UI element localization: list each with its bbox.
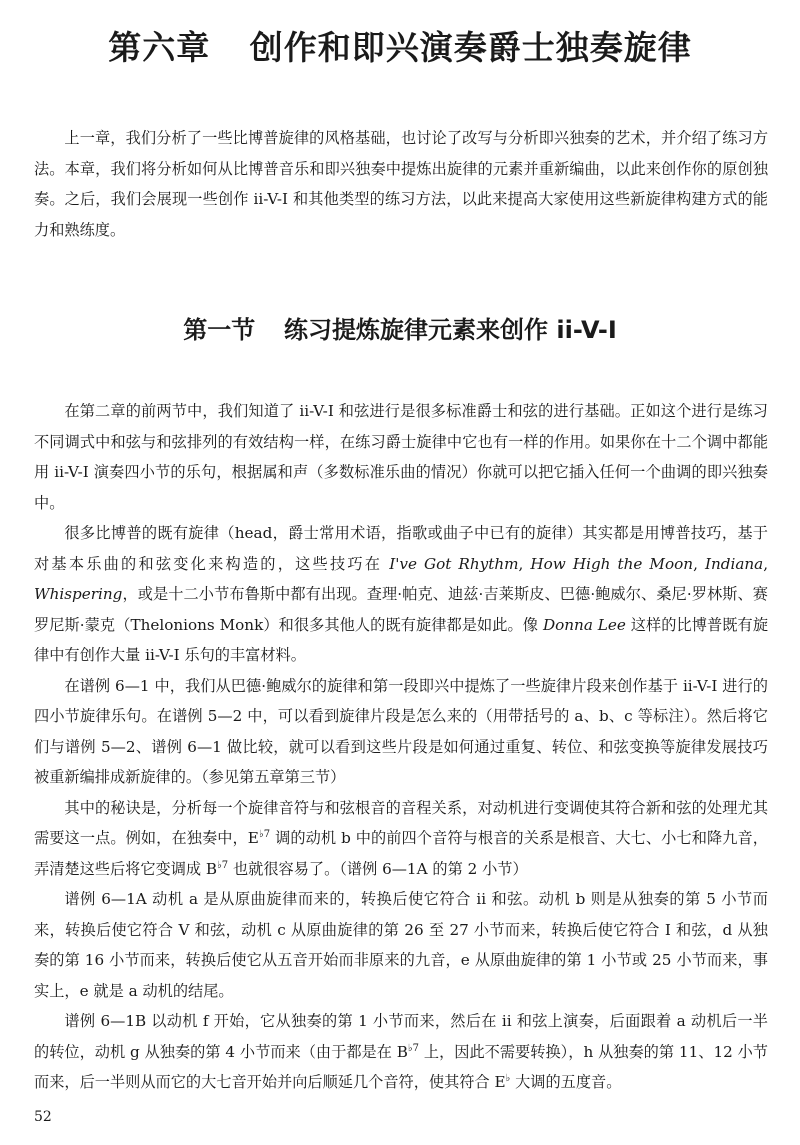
paragraph-4 xyxy=(34,793,768,885)
section-title xyxy=(0,310,800,345)
p4-text-b: 调的动机 b 中的前四个音符与根音的关系是根音、大七、小七和降九音，弄清楚这些后将它变调成 B xyxy=(34,829,768,878)
song-title-2: How High the Moon xyxy=(530,554,694,573)
song-title-1: I've Got Rhythm xyxy=(389,554,519,573)
song-title-5: Donna Lee xyxy=(542,615,626,634)
p4-text-a: 其中的秘诀是，分析每一个旋律音符与和弦根音的音程关系，对动机进行变调使其符合新和弦的处理尤其需要这一点。例如，在独奏中，E xyxy=(34,798,768,847)
chapter-number: 第六章 xyxy=(108,28,211,67)
flat-mark: ♭ xyxy=(505,1072,511,1084)
paragraph-6 xyxy=(34,1006,768,1098)
p2-text-a: 很多比博普的既有旋律（head，爵士常用术语，指歌或曲子中已有的旋律）其实都是用博普技巧，基于对基本乐曲的和弦变化来构造的，这些技巧在 xyxy=(34,524,768,573)
intro-paragraph: 上一章，我们分析了一些比博普旋律的风格基础，也讨论了改写与分析即兴独奏的艺术，并介绍了练习方法。本章，我们将分析如何从比博普音乐和即兴独奏中提炼出旋律的元素并重新编曲，以此来创作你的原创独奏。之后，我们会展现一些创作 ii-V-I 和其他类型的练习方法，以此来提高大家使用这些新旋律构建方式的能力和熟练度。 xyxy=(34,129,768,239)
chapter-name: 创作和即兴演奏爵士独奏旋律 xyxy=(249,28,692,67)
p4-text-c: 也就很容易了。（谱例 6—1A 的第 2 小节） xyxy=(228,859,528,878)
p2-sep-1: , xyxy=(518,554,531,573)
paragraph-2 xyxy=(34,518,768,671)
flat-seven-mark-1: ♭7 xyxy=(258,828,271,840)
p6-text-b: 上，因此不需要转换），h 从独奏的第 11、12 小节而来，后一半则从而它的大七音开始并向后顺延几个音符，使其符合 E xyxy=(34,1042,768,1091)
p6-text-a: 谱例 6—1B 以动机 f 开始，它从独奏的第 1 小节而来，然后在 ii 和弦上演奏，后面跟着 a 动机后一半的转位，动机 g 从独奏的第 4 小节而来（由于都是在 B xyxy=(34,1012,768,1061)
song-title-3: Indiana xyxy=(704,554,764,573)
section-name: 练习提炼旋律元素来创作 ii-V-I xyxy=(284,316,617,344)
p6-text-c: 大调的五度音。 xyxy=(510,1073,622,1091)
flat-seven-mark-2: ♭7 xyxy=(217,859,229,871)
p2-text-c: 这样的比博普既有旋律中有创作大量 ii-V-I 乐句的丰富材料。 xyxy=(34,615,769,664)
section-body xyxy=(34,396,768,1098)
paragraph-3: 在谱例 6—1 中，我们从巴德·鲍威尔的旋律和第一段即兴中提炼了一些旋律片段来创作基于 ii-V-I 进行的四小节旋律乐句。在谱例 5—2 中，可以看到旋律片段是怎么来的（用带括号的 a、b、c 等标注）。然后将它们与谱例 5—2、谱例 6—1 做比较，就可以看到这些片段是如何通过重复、转位、和弦变换等旋律发展技巧被重新编排成新旋律的。（参见第五章第三节） xyxy=(34,676,768,786)
p2-text-b: ，或是十二小节布鲁斯中都有出现。查理·帕克、迪兹·吉莱斯皮、巴德·鲍威尔、桑尼·罗林斯、赛罗尼斯·蒙克（Thelonions Monk）和很多其他人的既有旋律都是如此。像 xyxy=(34,585,768,634)
chapter-title xyxy=(0,22,800,69)
p2-sep-3: , xyxy=(763,554,769,573)
paragraph-5: 谱例 6—1A 动机 a 是从原曲旋律而来的，转换后使它符合 ii 和弦。动机 b 则是从独奏的第 5 小节而来，转换后使它符合 V 和弦，动机 c 从原曲旋律的第 26 至 27 小节而来，转换后使它符合 I 和弦，d 从独奏的第 16 小节而来，转换后使它从五音开始而非原来的九音，e 从原曲旋律的第 1 小节或 25 小节而来，事实上，e 就是 a 动机的结尾。 xyxy=(34,890,768,1000)
section-number: 第一节 xyxy=(183,316,256,344)
song-title-4: Whispering xyxy=(34,585,123,603)
p2-sep-2: , xyxy=(693,554,705,573)
paragraph-1: 在第二章的前两节中，我们知道了 ii-V-I 和弦进行是很多标准爵士和弦的进行基础。正如这个进行是练习不同调式中和弦与和弦排列的有效结构一样，在练习爵士旋律中它也有一样的作用。如果你在十二个调中都能用 ii-V-I 演奏四小节的乐句，根据属和声（多数标准乐曲的情况）你就可以把它插入任何一个曲调的即兴独奏中。 xyxy=(34,402,768,512)
flat-seven-mark-3: ♭7 xyxy=(407,1042,420,1054)
page-number: 52 xyxy=(34,1109,52,1125)
